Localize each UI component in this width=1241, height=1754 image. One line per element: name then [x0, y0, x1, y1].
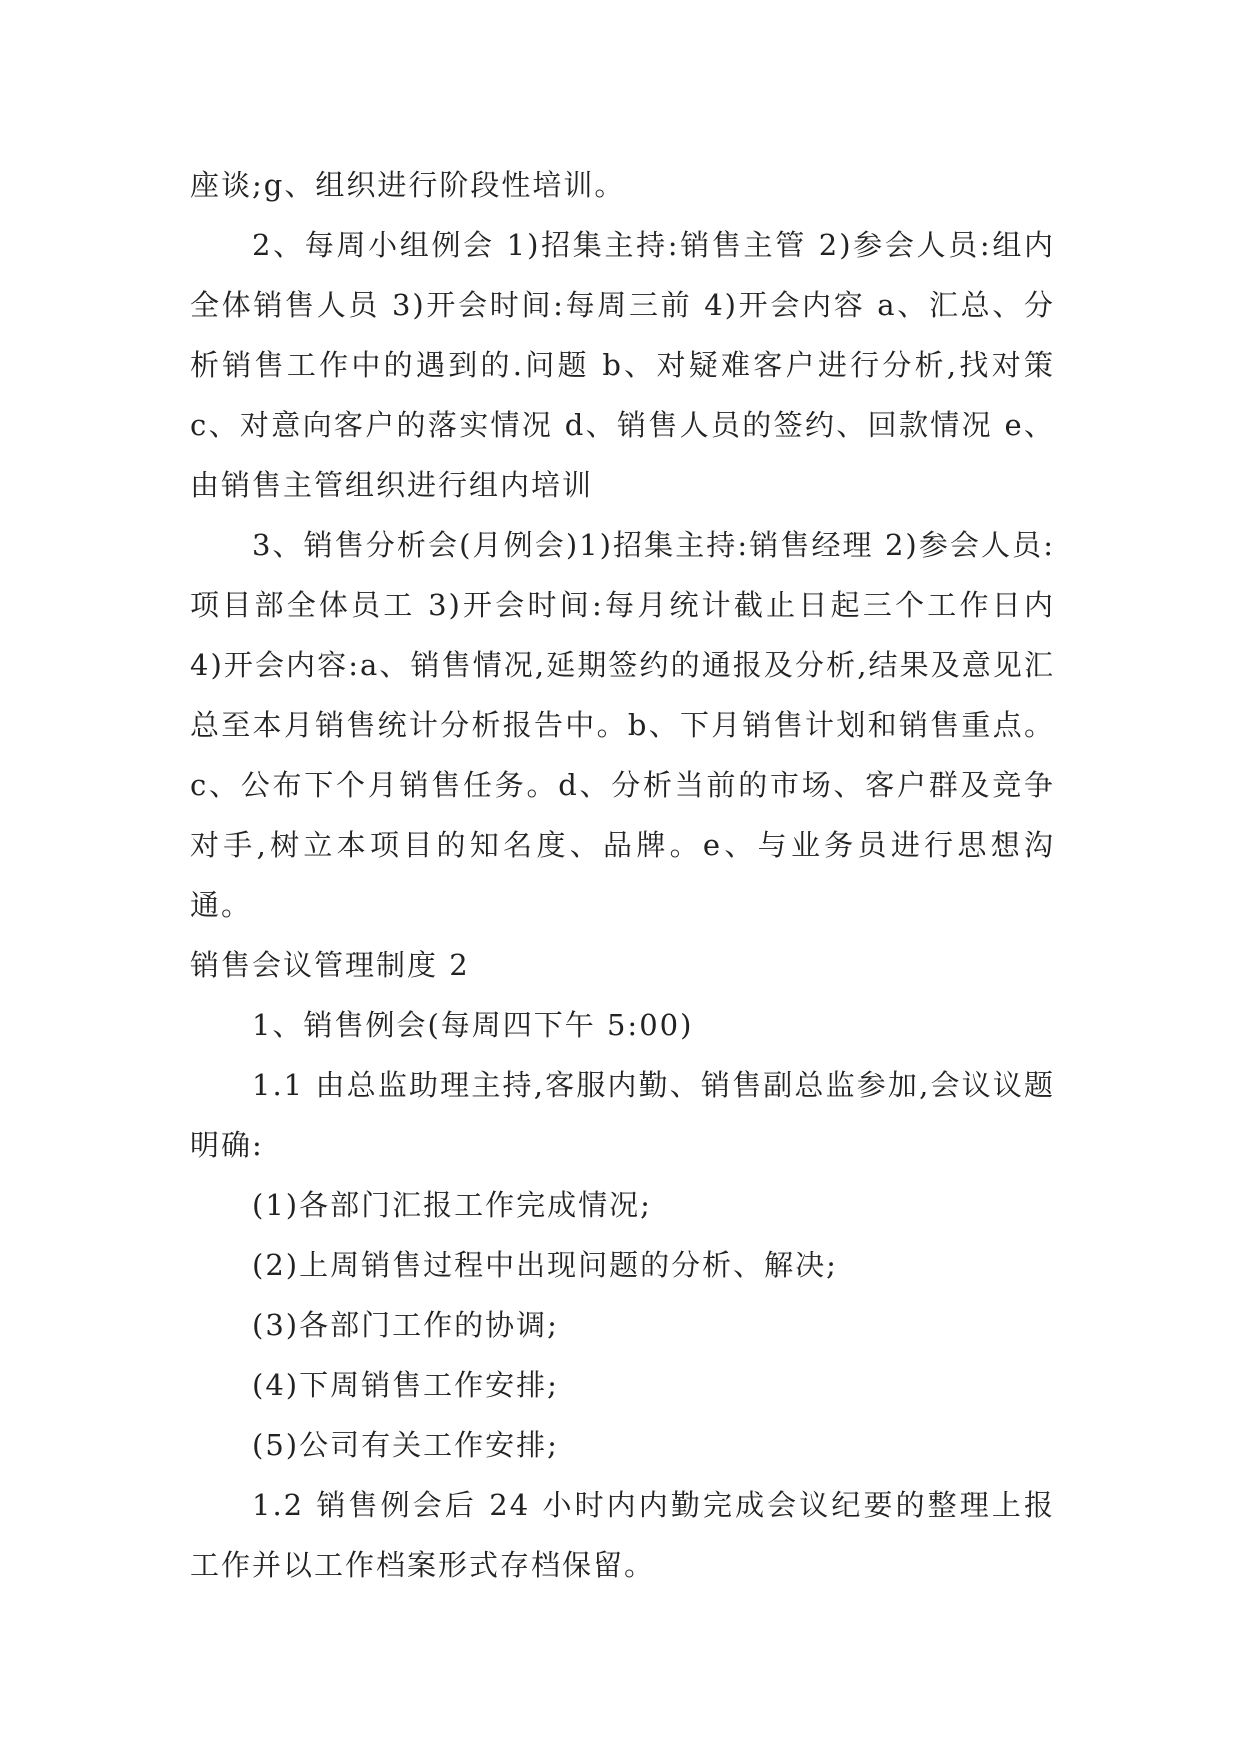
list-item: (5)公司有关工作安排; — [252, 1428, 559, 1462]
paragraph-item-1-2: 1.2 销售例会后 24 小时内内勤完成会议纪要的整理上报工作并以工作档案形式存档保留。 — [190, 1488, 1055, 1582]
paragraph-sales-analysis-meeting: 3、销售分析会(月例会)1)招集主持:销售经理 2)参会人员:项目部全体员工 3)开会时间:每月统计截止日起三个工作日内 4)开会内容:a、销售情况,延期签约的通报及分析,结果及意见汇总至本月销售统计分析报告中。b、下月销售计划和销售重点。c、公布下个月销售任务。d、分析当前的市场、客户群及竞争对手,树立本项目的知名度、品牌。e、与业务员进行思想沟通。 — [190, 528, 1055, 922]
list-item: (3)各部门工作的协调; — [252, 1308, 559, 1342]
paragraph-item-1-1: 1.1 由总监助理主持,客服内勤、销售副总监参加,会议议题明确: — [190, 1068, 1055, 1162]
paragraph-weekly-group-meeting: 2、每周小组例会 1)招集主持:销售主管 2)参会人员:组内全体销售人员 3)开会时间:每周三前 4)开会内容 a、汇总、分析销售工作中的遇到的.问题 b、对疑难客户进行分析,找对策 c、对意向客户的落实情况 d、销售人员的签约、回款情况 e、由销售主管组织进行组内培训 — [190, 228, 1055, 502]
paragraph-continuation: 座谈;g、组织进行阶段性培训。 — [190, 168, 626, 202]
document-body — [190, 155, 1055, 1595]
paragraph-sales-weekly-meeting: 1、销售例会(每周四下午 5:00) — [252, 1008, 694, 1042]
list-item: (1)各部门汇报工作完成情况; — [252, 1188, 652, 1222]
list-item: (4)下周销售工作安排; — [252, 1368, 559, 1402]
section-heading: 销售会议管理制度 2 — [190, 948, 470, 982]
list-item: (2)上周销售过程中出现问题的分析、解决; — [252, 1248, 838, 1282]
